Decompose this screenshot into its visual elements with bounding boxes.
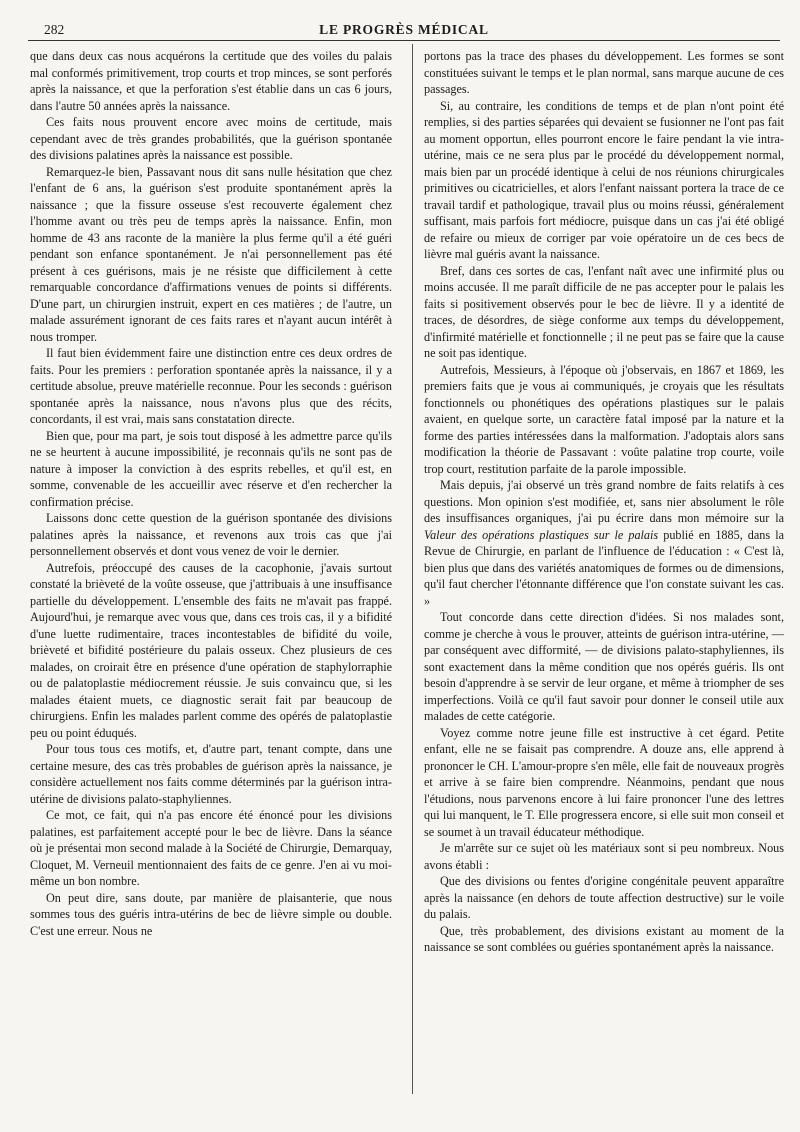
paragraph: On peut dire, sans doute, par manière de plaisanterie, que nous sommes tous des guéris intra-utérins de bec de lièvre simple ou double. C'est une erreur. Nous ne — [30, 890, 392, 938]
paragraph: portons pas la trace des phases du développement. Les formes se sont constituées suivant le temps et le plan normal, sans marque aucune de ces passages. — [424, 49, 784, 96]
column-divider — [412, 44, 413, 1094]
paragraph: Laissons donc cette question de la guérison spontanée des divisions palatines après la naissance, et revenons aux trois cas que j'ai personnellement observés et dont vous venez de voir le dernier. — [30, 511, 392, 558]
paragraph: Voyez comme notre jeune fille est instructive à cet égard. Petite enfant, elle ne se faisait pas comprendre. A douze ans, elle apprend à prononcer le CH. L'amour-propre s'en mêle, elle fait de nouveaux progrès et arrive à se faire bien comprendre. Néanmoins, pendant que nous l'étudions, nous parvenons encore à lui faire prononcer l'une des lettres qui lui manquent, le T. Elle progressera encore, si elle suit mon conseil et se soumet à un travail éducateur méthodique. — [424, 725, 784, 839]
paragraph: Tout concorde dans cette direction d'idées. Si nos malades sont, comme je cherche à vous le prouver, atteints de guérison intra-utérine, — par conséquent avec difformité, — de divisions palato-staphyliennes, ils sont exactement dans la même condition que nos opérés guéris. Ils ont besoin d'apprendre à se servir de leur organe, et même à triompher de ses imperfections. Voilà ce qu'il faut savoir pour donner le conseil utile aux malades de cette catégorie. — [424, 610, 784, 723]
italic-title: Valeur des opérations plastiques sur le palais — [424, 527, 659, 542]
paragraph-text: Mais depuis, j'ai observé un très grand nombre de faits relatifs à ces questions. Mon opinion s'est modifiée, et, sans nier absolument le rôle des insuffisances organiques, j'ai pu écrire dans mon mémoire sur la — [424, 478, 784, 525]
paragraph: Bref, dans ces sortes de cas, l'enfant naît avec une infirmité plus ou moins accusée. Il me paraît difficile de ne pas accepter pour le palais les faits si positivement observés pour le bec de lièvre. Il y a identité de traces, de désordres, de siège conforme aux temps du développement, d'infirmité matérielle et fonctionnelle ; il ne peut pas se faire que la cause ne soit pas identique. — [424, 263, 784, 360]
paragraph: Remarquez-le bien, Passavant nous dit sans nulle hésitation que chez l'enfant de 6 ans, la guérison s'est produite spontanément après la naissance ; que la fissure osseuse s'est recouverte également chez l'homme avant ou très peu de temps après la naissance. Enfin, mon homme de 43 ans raconte de la manière la plus ferme qu'il a été guéri pendant son enfance spontanément. Je n'ai personnellement pas été présent à ces guérisons, mais je ne résiste que difficilement à cette remarquable concordance d'affirmations venues de points si différents. D'une part, un chirurgien instruit, expert en ces matières ; de l'autre, un malade assurément ignorant de ces faits rares et n'ayant aucun intérêt à nous tromper. — [30, 164, 392, 344]
left-column — [30, 48, 392, 939]
paragraph: Autrefois, préoccupé des causes de la cacophonie, j'avais surtout constaté la brièveté de la voûte osseuse, que j'attribuais à une insuffisance partielle du développement. L'ensemble des faits ne m'avait pas frappé. Aujourd'hui, je remarque avec vous que, dans ces trois cas, il y a bifidité d'une luette rudimentaire, traces incontestables de bifidité du voile, brièveté et bifidité postérieure du palais osseux. Chez plusieurs de ces malades, on croirait être en présence d'une opération de staphylorraphie ou de palatoplastie médiocrement réussie. Je suis convaincu que, si les malades étaient muets, ce diagnostic serait fait par beaucoup de chirurgiens. Enfin les malades parlent comme des opérés de palatoplastie peu ou point éduqués. — [30, 560, 392, 740]
paragraph: Autrefois, Messieurs, à l'époque où j'observais, en 1867 et 1869, les premiers faits que je vous ai communiqués, je croyais que les résultats fonctionnels ou phonétiques des opérations plastiques sur le palais avaient, en quelque sorte, un caractère fatal imposé par la nature et la forme des parties intéressées dans la malformation. J'adoptais alors sans modification la théorie de Passavant : voûte palatine trop courte, voile trop court, restitution parfaite de la parole impossible. — [424, 362, 784, 476]
right-column — [424, 48, 784, 956]
running-header — [28, 22, 780, 41]
paragraph: Pour tous tous ces motifs, et, d'autre part, tenant compte, dans une certaine mesure, des cas très probables de guérison après la naissance, je considère actuellement nos faits comme déterminés par la guérison intra-utérine de divisions palato-staphyliennes. — [30, 742, 392, 806]
paragraph: Que des divisions ou fentes d'origine congénitale peuvent apparaître après la naissance (en dehors de toute affection destructive) sur le voile du palais. — [424, 874, 784, 921]
paragraph: Il faut bien évidemment faire une distinction entre ces deux ordres de faits. Pour les premiers : perforation spontanée après la naissance, il y a certitude absolue, preuve matérielle reconnue. Pour les seconds : guérison spontanée après la naissance, nous n'avons plus que des récits, concordants, il est vrai, mais sans constatation directe. — [30, 346, 392, 426]
paragraph: Bien que, pour ma part, je sois tout disposé à les admettre parce qu'ils ne se heurtent à aucune impossibilité, je reconnais qu'ils ne sont pas de nature à imposer la conviction à des esprits rebelles, et qu'il est, en somme, convenable de les accueillir avec réserve et d'en rechercher la confirmation précise. — [30, 428, 392, 509]
journal-title: LE PROGRÈS MÉDICAL — [319, 22, 489, 37]
paragraph: Si, au contraire, les conditions de temps et de plan n'ont point été remplies, si des parties séparées qui devaient se fusionner ne l'ont pas fait au moment opportun, elles pourront encore le faire pendant la vie intra-utérine, mais ce ne sera plus par le procédé du développement normal, mais bien par un procédé identique à celui de nos réunions chirurgicales primitives ou cicatricielles, et alors l'enfant naissant portera la trace de ce travail tardif et pathologique, travail plus ou moins réussi, généralement suffisant, mais parfois fort médiocre, puisque dans un cas j'ai été obligé de refaire ou mieux de corriger par voie opératoire un de ces becs de lièvre mal guéris avant la naissance. — [424, 98, 784, 261]
paragraph: Je m'arrête sur ce sujet où les matériaux sont si peu nombreux. Nous avons établi : — [424, 841, 784, 872]
paragraph: Que, très probablement, des divisions existant au moment de la naissance se sont comblées ou guéries spontanément après la naissance. — [424, 923, 784, 954]
paragraph: Ce mot, ce fait, qui n'a pas encore été énoncé pour les divisions palatines, est parfaitement accepté pour le bec de lièvre. Dans la séance où je présentai mon second malade à la Société de Chirurgie, Demarquay, Cloquet, M. Verneuil mentionnaient des faits de ce genre. J'en ai vu moi-même un bon nombre. — [30, 808, 392, 888]
paragraph: que dans deux cas nous acquérons la certitude que des voiles du palais mal conformés primitivement, trop courts et trop minces, se sont perforés après la naissance, et que la perforation s'est établie dans un cas 6 jours, dans l'autre 50 années après la naissance. — [30, 49, 392, 113]
page-number: 282 — [44, 22, 65, 37]
paragraph-text: publié en 1885, dans la Revue de Chirurgie, en parlant de l'influence de l'éducation : « C'est là, bien plus que dans des variétés anatomiques de formes ou de dimensions, qu'il faut chercher l'étonnante différence que l'on constate suivant les cas. » — [424, 527, 784, 608]
paragraph: Ces faits nous prouvent encore avec moins de certitude, mais cependant avec de très grandes probabilités, que la guérison spontanée des divisions palatines après la naissance est possible. — [30, 115, 392, 162]
paragraph — [424, 477, 784, 609]
